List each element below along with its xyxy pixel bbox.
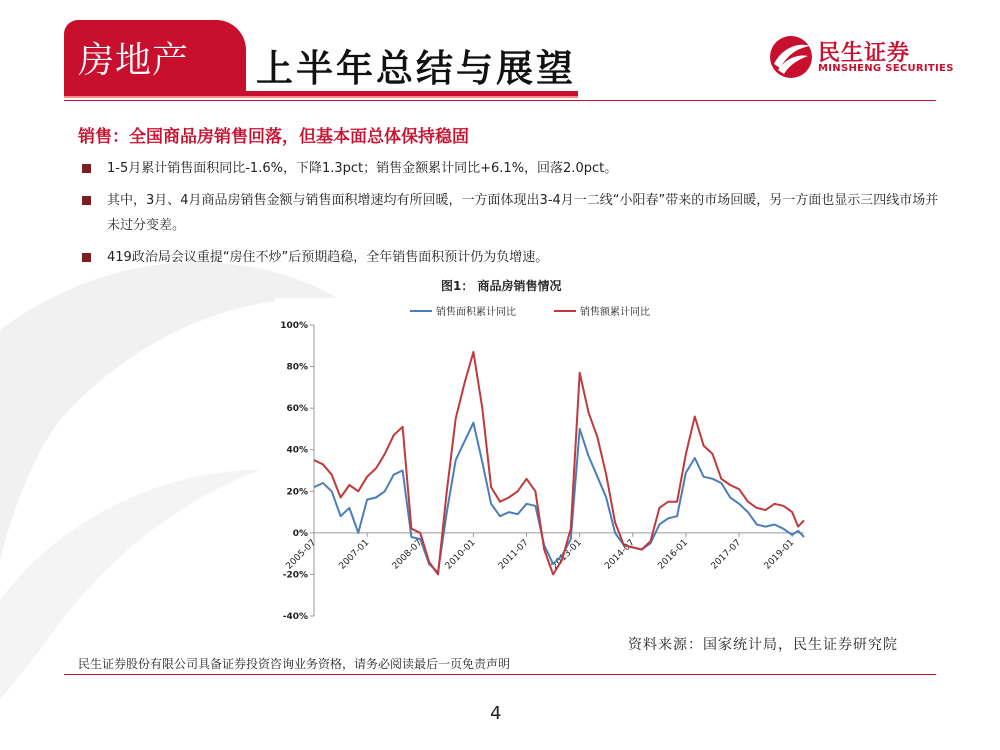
page-number: 4 [490, 703, 502, 724]
y-tick-label: 0% [292, 528, 308, 539]
x-tick-label: 2016-01 [656, 537, 691, 572]
x-tick-label: 2005-07 [284, 537, 319, 572]
footer-rule [64, 674, 936, 675]
y-tick-label: 100% [280, 321, 308, 331]
bullet-text: 1-5月累计销售面积同比-1.6%，下降1.3pct；销售金额累计同比+6.1%，回落2.0pct。 [107, 161, 618, 176]
x-tick-label: 2019-01 [762, 537, 797, 572]
bullet-item [82, 156, 942, 181]
page-title: 上半年总结与展望 [256, 46, 576, 90]
y-tick-label: 20% [286, 487, 308, 498]
bullet-item [82, 245, 942, 270]
bullet-square-icon [82, 253, 91, 262]
x-tick-label: 2014-07 [603, 537, 637, 572]
y-tick-label: 80% [286, 362, 308, 373]
bullet-square-icon [82, 164, 91, 173]
x-tick-label: 2007-01 [337, 537, 372, 572]
bullet-text: 其中，3月、4月商品房销售金额与销售面积增速均有所回暖，一方面体现出3-4月一二线“小阳春”带来的市场回暖，另一方面也显示三四线市场并未过分变差。 [107, 193, 939, 233]
bullet-text: 419政治局会议重提“房住不炒”后预期趋稳，全年销售面积预计仍为负增速。 [107, 250, 549, 265]
source-note: 资料来源：国家统计局，民生证券研究院 [628, 637, 898, 653]
bullet-item [82, 188, 942, 238]
y-tick-label: 60% [286, 404, 308, 415]
y-tick-label: -40% [282, 612, 308, 622]
sales-line-chart [274, 298, 810, 630]
logo-english-name: MINSHENG SECURITIES [818, 63, 954, 74]
legend-label: 销售额累计同比 [580, 307, 650, 318]
category-label: 房地产 [78, 40, 190, 81]
series-line-sales-amount [314, 352, 804, 574]
y-tick-label: -20% [282, 570, 308, 581]
header-rule [64, 100, 936, 101]
footer-disclaimer: 民生证券股份有限公司具备证券投资咨询业务资格，请务必阅读最后一页免责声明 [78, 657, 511, 671]
x-tick-label: 2013-01 [550, 537, 584, 572]
x-tick-label: 2017-07 [709, 537, 744, 572]
bullet-list [82, 156, 942, 277]
section-headline: 销售：全国商品房销售回落，但基本面总体保持稳固 [78, 127, 469, 147]
bullet-square-icon [82, 196, 91, 205]
slide-header [0, 0, 1000, 110]
y-tick-label: 40% [286, 445, 308, 456]
figure-title: 图1： 商品房销售情况 [441, 279, 562, 293]
x-tick-label: 2008-07 [390, 537, 425, 572]
logo-chinese-name: 民生证券 [818, 41, 911, 66]
header-underline-light [64, 96, 578, 98]
legend-label: 销售面积累计同比 [436, 307, 516, 318]
x-tick-label: 2010-01 [443, 537, 478, 572]
x-tick-label: 2011-07 [496, 537, 531, 572]
